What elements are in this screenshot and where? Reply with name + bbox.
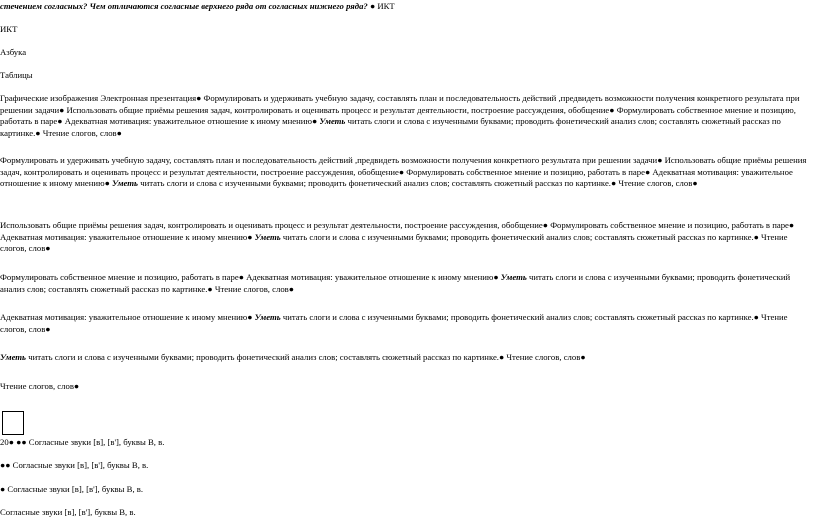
paragraph-3-rest: читать слоги и слова с изученными буквами; проводить фонетический анализ слов; составлять сюжетный рассказ по картинке.● Чтение слогов, слов● xyxy=(0,231,788,253)
paragraph-3-bold: Уметь xyxy=(254,231,281,242)
azbuka-line: Азбука xyxy=(0,47,27,57)
paragraph-4-rest: читать слоги и слова с изученными буквами; проводить фонетический анализ слов; составлять сюжетный рассказ по картинке.● Чтение слогов, слов● xyxy=(0,272,791,294)
paragraph-5 xyxy=(0,312,810,335)
paragraph-1-rest: читать слоги и слова с изученными буквами; проводить фонетический анализ слов; составлять сюжетный рассказ по картинке.● Чтение слогов, слов● xyxy=(0,116,781,138)
paragraph-7: Чтение слогов, слов● xyxy=(0,381,80,391)
paragraph-5-bold: Уметь xyxy=(254,312,281,322)
paragraph-5-text: Адекватная мотивация: уважительное отношение к иному мнению● xyxy=(0,312,255,322)
paragraph-6 xyxy=(0,352,810,364)
paragraph-2 xyxy=(0,155,810,190)
paragraph-2-bold: Уметь xyxy=(111,178,139,188)
paragraph-4 xyxy=(0,272,810,295)
paragraph-1 xyxy=(0,93,810,139)
paragraph-2-rest: читать слоги и слова с изученными буквами; проводить фонетический анализ слов; составлять сюжетный рассказ по картинке.● Чтение слогов, слов● xyxy=(138,178,698,188)
paragraph-1-bold: Уметь xyxy=(319,116,346,126)
ikt-line: ИКТ xyxy=(0,24,18,34)
list-line-1: 20● ●● Согласные звуки [в], [в'], буквы В, в. xyxy=(0,437,165,447)
paragraph-1-text: Графические изображения Электронная презентация● Формулировать и удерживать учебную задачу, составлять план и последовательность действий ,предвидеть возможности получения конкретного результата при решении задачи● Использовать общие приёмы решения задач, контролировать и оценивать процесс и результат деятельности, построение рассуждения, обобщение● Формулировать собственное мнение и позицию, работать в паре● Адекватная мотивация: уважительное отношение к иному мнению● xyxy=(0,93,800,126)
list-line-4: Согласные звуки [в], [в'], буквы В, в. xyxy=(0,507,136,517)
top-question-tail: ● ИКТ xyxy=(367,1,395,11)
empty-image-frame xyxy=(2,411,24,435)
tablitsy-line: Таблицы xyxy=(0,70,33,80)
paragraph-6-rest: читать слоги и слова с изученными буквами; проводить фонетический анализ слов; составлять сюжетный рассказ по картинке.● Чтение слогов, слов● xyxy=(26,352,586,362)
top-question-line xyxy=(0,1,395,13)
list-line-2: ●● Согласные звуки [в], [в'], буквы В, в. xyxy=(0,460,149,470)
paragraph-5-rest: читать слоги и слова с изученными буквами; проводить фонетический анализ слов; составлять сюжетный рассказ по картинке.● Чтение слогов, слов● xyxy=(0,312,788,334)
paragraph-4-bold: Уметь xyxy=(500,272,527,282)
list-line-3: ● Согласные звуки [в], [в'], буквы В, в. xyxy=(0,484,144,494)
paragraph-4-text: Формулировать собственное мнение и позицию, работать в паре● Адекватная мотивация: уважительное отношение к иному мнению● xyxy=(0,272,501,282)
paragraph-3-text: Использовать общие приёмы решения задач, контролировать и оценивать процесс и результат деятельности, построение рассуждения, обобщение● Формулировать собственное мнение и позицию, работать в паре● Адекватная мотивация: уважительное отношение к иному мнению● xyxy=(0,220,795,242)
top-question-text: стечением согласных? Чем отличаются согласные верхнего ряда от согласных нижнего ряда? xyxy=(0,1,368,11)
paragraph-3 xyxy=(0,220,810,255)
paragraph-2-text: Формулировать и удерживать учебную задачу, составлять план и последовательность действий ,предвидеть возможности получения конкретного результата при решении задачи● Использовать общие приёмы решения задач, контролировать и оценивать процесс и результат деятельности, построение рассуждения, обобщение● Формулировать собственное мнение и позицию, работать в паре● Адекватная мотивация: уважительное отношение к иному мнению● xyxy=(0,155,807,188)
paragraph-6-bold: Уметь xyxy=(0,352,27,362)
